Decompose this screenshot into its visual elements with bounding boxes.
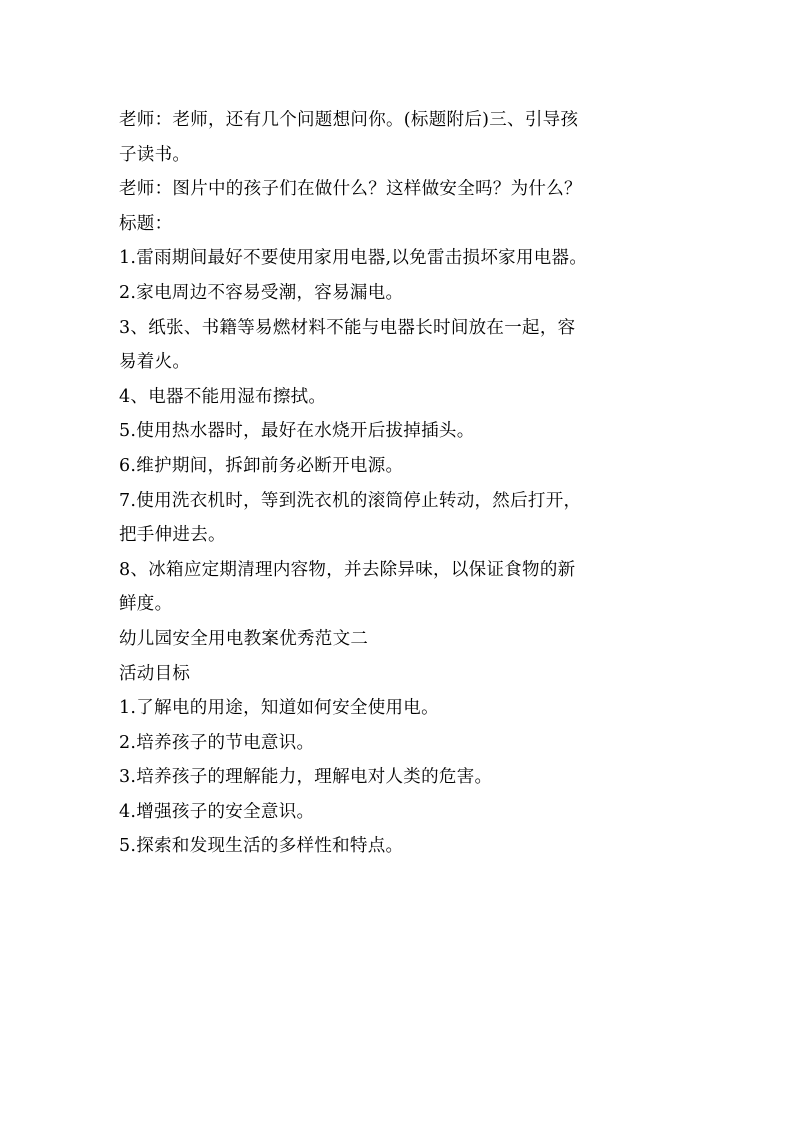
section-heading: 活动目标 — [119, 663, 191, 684]
list-item: 7.使用洗衣机时，等到洗衣机的滚筒停止转动，然后打开， — [119, 490, 582, 511]
list-item: 2.培养孩子的节电意识。 — [119, 732, 315, 753]
list-item: 3、纸张、书籍等易燃材料不能与电器长时间放在一起，容 — [119, 317, 576, 338]
list-item: 1.雷雨期间最好不要使用家用电器,以免雷击损坏家用电器。 — [119, 248, 588, 269]
list-item-continuation: 易着火。 — [119, 352, 191, 373]
text-line: 老师：图片中的孩子们在做什么？这样做安全吗？为什么？ — [119, 179, 582, 200]
list-item-continuation: 把手伸进去。 — [119, 525, 226, 546]
list-item: 4、电器不能用湿布擦拭。 — [119, 386, 327, 407]
list-item: 6.维护期间，拆卸前务必断开电源。 — [119, 455, 404, 476]
list-item: 3.培养孩子的理解能力，理解电对人类的危害。 — [119, 767, 493, 788]
list-item: 8、冰箱应定期清理内容物，并去除异味，以保证食物的新 — [119, 559, 576, 580]
list-item: 1.了解电的用途，知道如何安全使用电。 — [119, 698, 439, 719]
document-body — [119, 103, 694, 864]
list-item: 2.家电周边不容易受潮，容易漏电。 — [119, 282, 404, 303]
section-title: 幼儿园安全用电教案优秀范文二 — [119, 628, 369, 649]
text-line: 标题： — [119, 213, 173, 234]
text-line: 老师：老师，还有几个问题想问你。(标题附后)三、引导孩 — [119, 110, 579, 130]
list-item: 5.探索和发现生活的多样性和特点。 — [119, 836, 404, 857]
list-item: 4.增强孩子的安全意识。 — [119, 801, 315, 822]
list-item: 5.使用热水器时，最好在水烧开后拔掉插头。 — [119, 421, 475, 442]
text-line: 子读书。 — [119, 144, 191, 165]
list-item-continuation: 鲜度。 — [119, 594, 173, 615]
